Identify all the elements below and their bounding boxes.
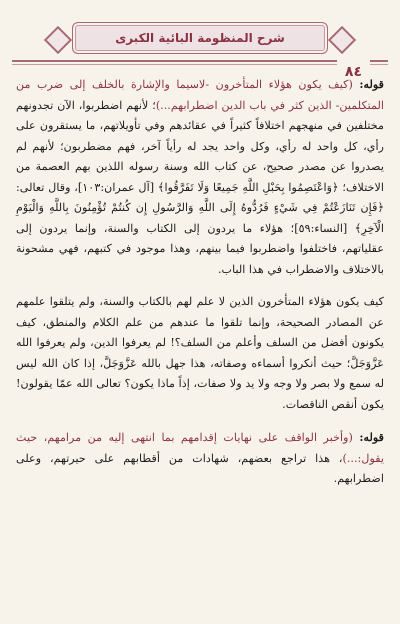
book-title: شرح المنظومة البائية الكبرى — [115, 31, 285, 45]
paragraph-lead: قوله: — [359, 77, 385, 91]
page-header — [12, 12, 388, 80]
header-divider — [12, 60, 388, 62]
title-banner — [72, 22, 328, 54]
paragraph-text: ؛ لأنهم اضطربوا، الآن تجدونهم مختلفين في منهجهم اختلافاً كثيراً في عقائدهم وفي تأويلاتهم، ما يستقرون على رأي، كل واحد له رأي، وكل واحد يجد له رأياً آخر، فهم مضطربون؛ لأنهم لم يصدروا عن مصدر صحيح، عن كتاب الله وسنة رسوله اللذين بهم العصمة من الاختلاف؛ ﴿وَاعْتَصِمُوا بِحَبْلِ اللَّهِ جَمِيعًا وَلَا تَفَرَّقُوا﴾ [آل عمران:١٠٣]، وقال تعالى: ﴿فَإِن تَنَازَعْتُمْ فِي شَيْءٍ فَرُدُّوهُ إِلَى اللَّهِ وَالرَّسُولِ إِن كُنتُمْ تُؤْمِنُونَ بِاللَّهِ وَالْيَوْمِ الْآخِرِ﴾ [النساء:٥٩]؛ هؤلاء ما يردون إلى الكتاب والسنة، وإنما يردون إلى عقلياتهم، فاختلفوا واضطربوا فيما بينهم، وهذا موجود في كتبهم، فهي مشحونة بالاختلاف والاضطراب في هذا الباب. — [16, 98, 384, 276]
page-body — [16, 74, 384, 616]
paragraph — [16, 74, 384, 280]
ornament-icon — [44, 26, 72, 54]
paragraph — [16, 292, 384, 415]
quoted-text: (وأخبر الواقف على نهايات إقدامهم بما انتهى إليه من مرامهم، حيث يقول:...) — [16, 431, 384, 465]
paragraph-text: كيف يكون هؤلاء المتأخرون الذين لا علم لهم بالكتاب والسنة، ولم يتلقوا علمهم عن المصادر الصحيحة، وإنما تلقوا ما عندهم من علم الكلام والمنطق، كيف يكونون أفضل من السلف وأعلم من السلف؟! لم يعرفوا الدين، ولم يعرفوا الله عَزَّوَجَلَّ؛ حيث أنكروا أسماءه وصفاته، هذا جهل بالله عَزَّوَجَلَّ، إذا كان الله ليس له سمع ولا بصر ولا وجه ولا يد ولا صفات، إذاً ماذا يكون؟ تعالى الله عمّا يقولون! يكون أنقص الناقصات. — [16, 295, 384, 411]
paragraph-lead: قوله: — [359, 430, 384, 444]
header-divider-thin — [12, 64, 388, 65]
ornament-icon — [328, 26, 356, 54]
paragraph-text: ، هذا تراجع بعضهم، شهادات من أقطابهم على حيرتهم، وعلى اضطرابهم. — [16, 451, 384, 485]
page-number: ٨٤ — [337, 60, 370, 84]
paragraph — [16, 427, 384, 490]
quoted-text: (كيف يكون هؤلاء المتأخرون -لاسيما والإشارة بالخلف إلى ضرب من المتكلمين- الذين كثر في باب الدين اضطرابهم...) — [16, 78, 384, 112]
